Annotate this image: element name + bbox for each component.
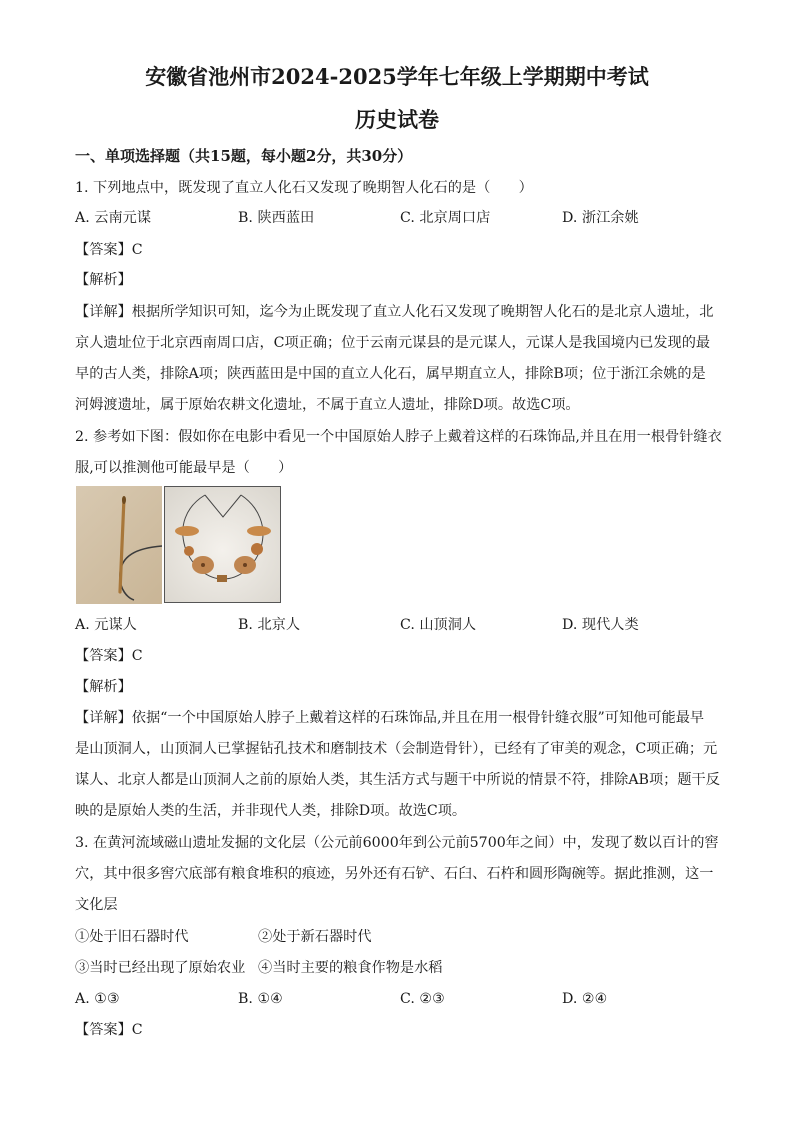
question-2-stem: 2. 参考如下图：假如你在电影中看见一个中国原始人脖子上戴着这样的石珠饰品,并且在用一根骨针缝衣 [75, 429, 722, 445]
q2-option-c: C. 山顶洞人 [400, 617, 477, 633]
q1-option-b: B. 陕西蓝田 [238, 210, 315, 226]
q1-option-c: C. 北京周口店 [400, 210, 491, 226]
q3-statement-4: ④当时主要的粮食作物是水稻 [258, 960, 443, 976]
q1-analysis-label: 【解析】 [75, 272, 132, 288]
question-3-stem: 穴，其中很多窖穴底部有粮食堆积的痕迹，另外还有石铲、石臼、石杵和圆形陶碗等。据此推测，这一 [75, 866, 714, 882]
q3-option-b: B. ①④ [238, 991, 283, 1007]
q3-option-a: A. ①③ [75, 991, 120, 1007]
question-2-figure [76, 486, 282, 604]
q2-option-a: A. 元谋人 [75, 617, 137, 633]
q2-option-d: D. 现代人类 [562, 617, 639, 633]
page-subtitle: 历史试卷 [355, 107, 439, 132]
q3-answer: 【答案】C [75, 1022, 143, 1038]
q3-statement-3: ③当时已经出现了原始农业 [75, 960, 246, 976]
question-3-stem: 3. 在黄河流域磁山遗址发掘的文化层（公元前6000年到公元前5700年之间）中，发现了数以百计的窖 [75, 835, 719, 851]
q1-detail-line: 京人遗址位于北京西南周口店，C项正确；位于云南元谋县的是元谋人，元谋人是我国境内已发现的最 [75, 335, 711, 351]
q1-detail-line: 早的古人类，排除A项；陕西蓝田是中国的直立人化石，属早期直立人，排除B项；位于浙江余姚的是 [75, 366, 706, 382]
q2-detail-line: 映的是原始人类的生活，并非现代人类，排除D项。故选C项。 [75, 803, 467, 819]
q2-analysis-label: 【解析】 [75, 679, 132, 695]
bone-needle-image [76, 486, 162, 604]
q2-answer: 【答案】C [75, 648, 143, 664]
q1-detail-line: 【详解】根据所学知识可知，迄今为止既发现了直立人化石又发现了晚期智人化石的是北京人遗址，北 [75, 304, 714, 320]
q2-option-b: B. 北京人 [238, 617, 301, 633]
q3-statement-1: ①处于旧石器时代 [75, 929, 189, 945]
q2-detail-line: 【详解】依据“一个中国原始人脖子上戴着这样的石珠饰品,并且在用一根骨针缝衣服”可知他可能最早 [75, 710, 705, 726]
q1-answer: 【答案】C [75, 242, 143, 258]
q1-option-a: A. 云南元谋 [75, 210, 152, 226]
stone-bead-necklace-image [164, 486, 281, 603]
section-heading: 一、单项选择题（共15题，每小题2分，共30分） [75, 147, 413, 165]
q2-detail-line: 是山顶洞人，山顶洞人已掌握钻孔技术和磨制技术（会制造骨针），已经有了审美的观念，C项正确；元 [75, 741, 718, 757]
question-3-stem: 文化层 [75, 897, 118, 913]
q1-option-d: D. 浙江余姚 [562, 210, 639, 226]
page-title: 安徽省池州市2024-2025学年七年级上学期期中考试 [145, 64, 649, 89]
q3-statement-2: ②处于新石器时代 [258, 929, 372, 945]
question-1-stem: 1. 下列地点中，既发现了直立人化石又发现了晚期智人化石的是（ ） [75, 180, 533, 196]
q2-detail-line: 谋人、北京人都是山顶洞人之前的原始人类，其生活方式与题干中所说的情景不符，排除AB项；题干反 [75, 772, 720, 788]
q3-option-d: D. ②④ [562, 991, 608, 1007]
question-2-stem: 服,可以推测他可能最早是（ ） [75, 460, 293, 476]
q3-option-c: C. ②③ [400, 991, 445, 1007]
q1-detail-line: 河姆渡遗址，属于原始农耕文化遗址，不属于直立人遗址，排除D项。故选C项。 [75, 397, 580, 413]
